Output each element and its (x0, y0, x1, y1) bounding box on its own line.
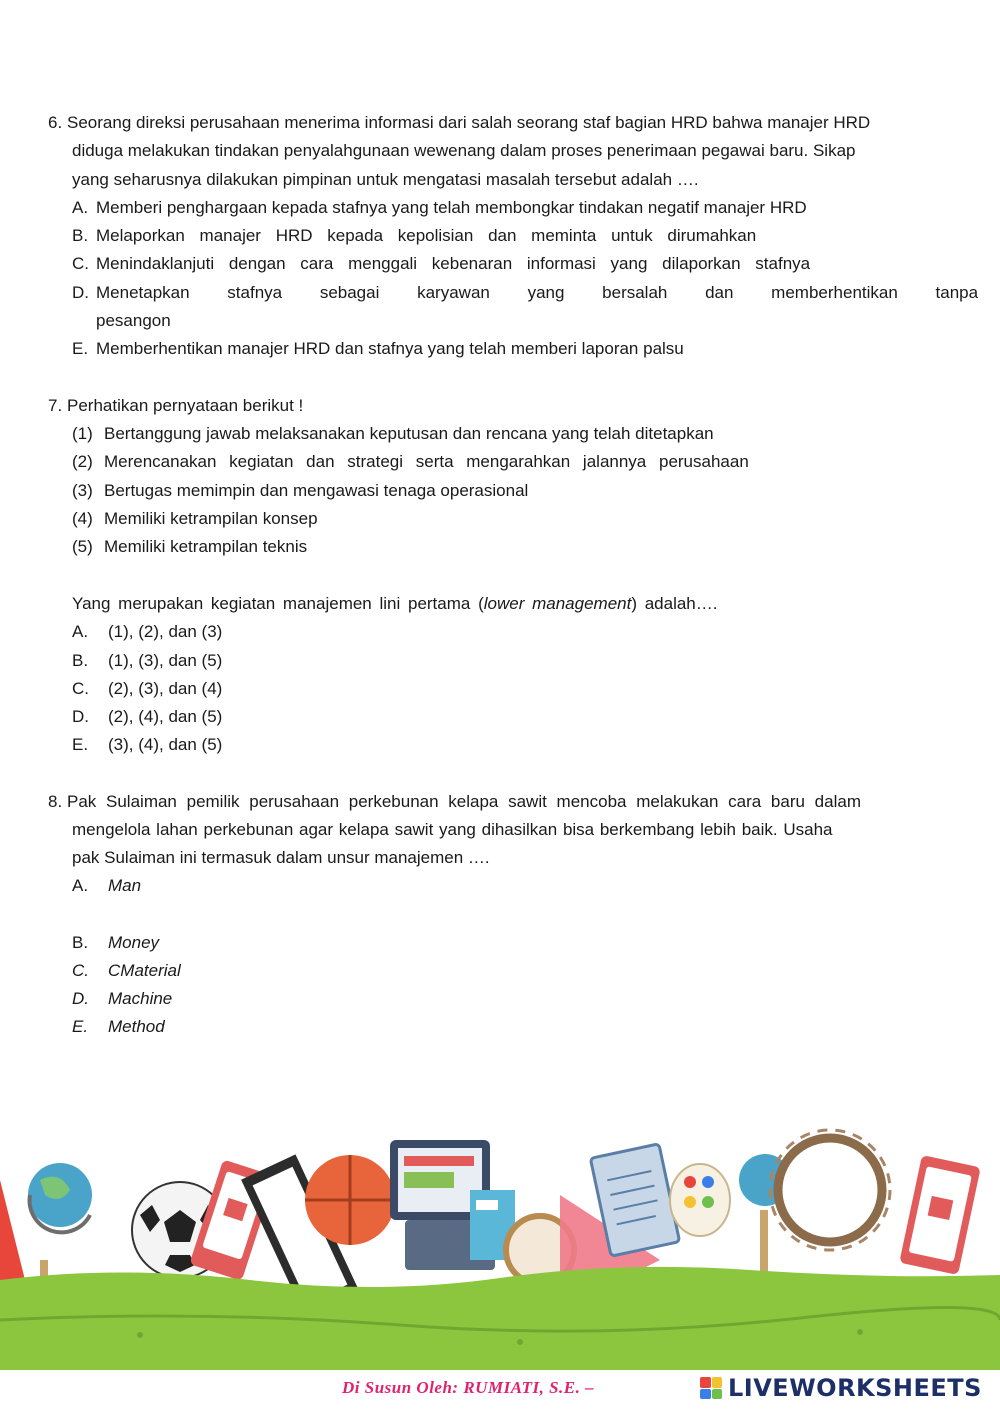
option-text: Method (108, 1017, 165, 1036)
option-letter: C. (72, 254, 89, 273)
basketball-icon (305, 1155, 395, 1245)
option-text: Money (108, 933, 160, 952)
statement-number: (1) (72, 424, 93, 443)
option-text: (1), (2), dan (3) (108, 622, 223, 641)
grass-ground (0, 1267, 1000, 1370)
option-text: Menindaklanjuti dengan cara menggali kebenaran informasi yang dilaporkan stafnya (96, 254, 811, 273)
q8-option-c[interactable] (72, 960, 181, 982)
q8-number: 8. (48, 792, 63, 811)
author-credit: Di Susun Oleh: RUMIATI, S.E. – (342, 1378, 595, 1397)
option-letter: D. (72, 283, 89, 302)
liveworksheets-logo-icon (700, 1377, 722, 1399)
tablet-icon (899, 1155, 981, 1275)
q6-option-d-continued: pesangon (96, 311, 171, 330)
q7-statement-3 (72, 480, 528, 502)
q6-option-d[interactable] (72, 282, 979, 304)
q7-option-b[interactable] (72, 650, 222, 672)
statement-number: (2) (72, 452, 93, 471)
option-text: Memberi penghargaan kepada stafnya yang telah membongkar tindakan negatif manajer HRD (96, 198, 807, 217)
option-text: (2), (3), dan (4) (108, 679, 223, 698)
q7-statement-5 (72, 536, 307, 558)
statement-text: Bertugas memimpin dan mengawasi tenaga operasional (104, 481, 529, 500)
statement-number: (5) (72, 537, 93, 556)
q7-statement-2 (72, 451, 749, 473)
q8-option-d[interactable] (72, 988, 172, 1010)
q8-text-line-2: mengelola lahan perkebunan agar kelapa sawit yang dihasilkan bisa berkembang lebih baik. Usaha (72, 820, 833, 839)
option-letter: A. (72, 198, 89, 217)
palette-icon (670, 1164, 730, 1236)
q7-question-prefix: Yang merupakan kegiatan manajemen lini pertama ( (72, 594, 484, 613)
option-letter: B. (72, 226, 89, 245)
option-text: CMaterial (108, 961, 181, 980)
q7-statement-4 (72, 508, 318, 530)
option-text: Melaporkan manajer HRD kepada kepolisian dan meminta untuk dirumahkan (96, 226, 757, 245)
option-letter: A. (72, 876, 89, 895)
q6-option-e[interactable] (72, 338, 684, 360)
q7-question-suffix: ) adalah…. (631, 594, 718, 613)
option-letter: E. (72, 1017, 89, 1036)
option-letter: B. (72, 933, 89, 952)
option-letter: B. (72, 651, 89, 670)
q7-number: 7. (48, 396, 63, 415)
q8-option-b[interactable] (72, 932, 159, 954)
statement-text: Memiliki ketrampilan teknis (104, 537, 308, 556)
liveworksheets-brand[interactable]: LIVEWORKSHEETS (728, 1374, 982, 1402)
q8-text-line-1: Pak Sulaiman pemilik perusahaan perkebunan kelapa sawit mencoba melakukan cara baru dalam (67, 792, 861, 811)
option-text: Memberhentikan manajer HRD dan stafnya yang telah memberi laporan palsu (96, 339, 684, 358)
q7-question-italic: lower management (483, 594, 632, 613)
tambourine-icon (770, 1130, 890, 1250)
q8-option-e[interactable] (72, 1016, 165, 1038)
option-text: (2), (4), dan (5) (108, 707, 223, 726)
option-letter: A. (72, 622, 89, 641)
q7-option-d[interactable] (72, 706, 222, 728)
option-letter: D. (72, 707, 89, 726)
option-letter: E. (72, 339, 89, 358)
q6-number: 6. (48, 113, 63, 132)
option-text: (3), (4), dan (5) (108, 735, 223, 754)
option-letter: C. (72, 679, 89, 698)
statement-number: (3) (72, 481, 93, 500)
q7-option-c[interactable] (72, 678, 222, 700)
q7-statement-1 (72, 423, 714, 445)
option-letter: C. (72, 961, 89, 980)
option-text: Menetapkan stafnya sebagai karyawan yang bersalah dan memberhentikan tanpa (96, 283, 979, 302)
q6-option-b[interactable] (72, 225, 756, 247)
q6-option-c[interactable] (72, 253, 810, 275)
statement-number: (4) (72, 509, 93, 528)
statement-text: Merencanakan kegiatan dan strategi serta mengarahkan jalannya perusahaan (104, 452, 749, 471)
q7-text: Perhatikan pernyataan berikut ! (67, 396, 304, 415)
q7-question (72, 593, 718, 615)
option-text: Man (108, 876, 142, 895)
q8-text-line-3: pak Sulaiman ini termasuk dalam unsur manajemen …. (72, 848, 490, 867)
option-letter: D. (72, 989, 89, 1008)
option-text: (1), (3), dan (5) (108, 651, 223, 670)
q6-option-a[interactable] (72, 197, 807, 219)
statement-text: Memiliki ketrampilan konsep (104, 509, 318, 528)
option-letter: E. (72, 735, 89, 754)
q6-text-line-3: yang seharusnya dilakukan pimpinan untuk mengatasi masalah tersebut adalah …. (72, 170, 699, 189)
option-text: Machine (108, 989, 173, 1008)
q7-option-a[interactable] (72, 621, 222, 643)
q6-text-line-1: Seorang direksi perusahaan menerima informasi dari salah seorang staf bagian HRD bahwa manajer HRD (67, 113, 871, 132)
q7-option-e[interactable] (72, 734, 222, 756)
statement-text: Bertanggung jawab melaksanakan keputusan dan rencana yang telah ditetapkan (104, 424, 714, 443)
q6-text-line-2: diduga melakukan tindakan penyalahgunaan wewenang dalam proses penerimaan pegawai baru. Sikap (72, 141, 856, 160)
school-supplies-illustration (0, 1120, 1000, 1370)
q8-option-a[interactable] (72, 875, 141, 897)
